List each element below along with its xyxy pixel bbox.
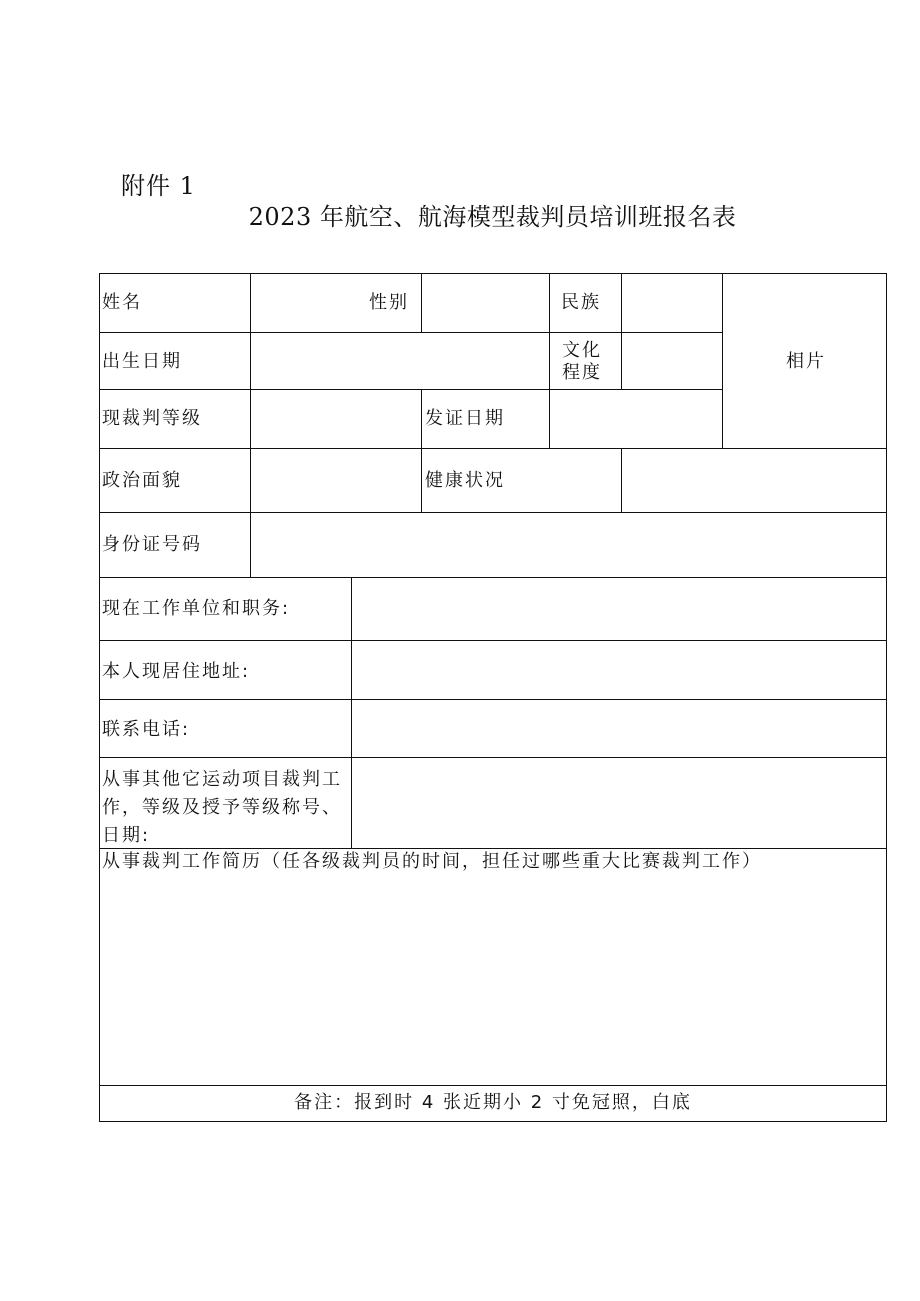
issue-date-input[interactable]	[550, 390, 722, 448]
column-separator-issue-date	[421, 389, 422, 512]
employer-input[interactable]	[352, 578, 886, 640]
education-label-line2: 程度	[562, 362, 602, 383]
photo-label: 相片	[786, 351, 826, 372]
education-input[interactable]	[622, 333, 722, 389]
name-label: 姓名	[102, 292, 142, 313]
ethnicity-input[interactable]	[622, 274, 722, 332]
political-status-input[interactable]	[251, 449, 421, 512]
attachment-label: 附件 1	[121, 172, 196, 200]
row-separator-10	[99, 1085, 887, 1086]
form-bottom-border	[99, 1121, 887, 1122]
form-right-border	[886, 273, 887, 1122]
phone-label: 联系电话:	[102, 719, 191, 740]
other-sports-label-line3: 日期:	[102, 825, 151, 846]
address-input[interactable]	[352, 641, 886, 699]
row-separator-9	[99, 848, 887, 849]
birth-date-label: 出生日期	[102, 351, 182, 372]
health-status-label: 健康状况	[425, 470, 505, 491]
form-note: 备注：报到时 4 张近期小 2 寸免冠照，白底	[294, 1092, 692, 1113]
ethnicity-label: 民族	[561, 292, 601, 313]
current-level-input[interactable]	[251, 390, 421, 448]
political-status-label: 政治面貌	[102, 470, 182, 491]
employer-label: 现在工作单位和职务:	[102, 598, 291, 619]
photo-area[interactable]	[723, 274, 886, 448]
phone-input[interactable]	[352, 700, 886, 757]
referee-history-input[interactable]	[100, 876, 886, 1085]
health-status-input[interactable]	[622, 449, 886, 512]
address-label: 本人现居住地址:	[102, 661, 251, 682]
other-sports-input[interactable]	[352, 758, 886, 848]
other-sports-label-line2: 作，等级及授予等级称号、	[102, 797, 342, 818]
issue-date-label: 发证日期	[425, 408, 505, 429]
id-number-label: 身份证号码	[102, 534, 202, 555]
referee-history-label: 从事裁判工作简历（任各级裁判员的时间，担任过哪些重大比赛裁判工作）	[102, 851, 762, 872]
current-level-label: 现裁判等级	[102, 408, 202, 429]
birth-date-input[interactable]	[251, 333, 549, 389]
id-number-input[interactable]	[251, 513, 886, 577]
page-title: 2023 年航空、航海模型裁判员培训班报名表	[248, 203, 737, 231]
gender-label: 性别	[369, 292, 409, 313]
education-label-line1: 文化	[562, 340, 602, 361]
name-input[interactable]	[251, 274, 371, 332]
other-sports-label-line1: 从事其他它运动项目裁判工	[102, 769, 342, 790]
gender-input[interactable]	[422, 274, 549, 332]
